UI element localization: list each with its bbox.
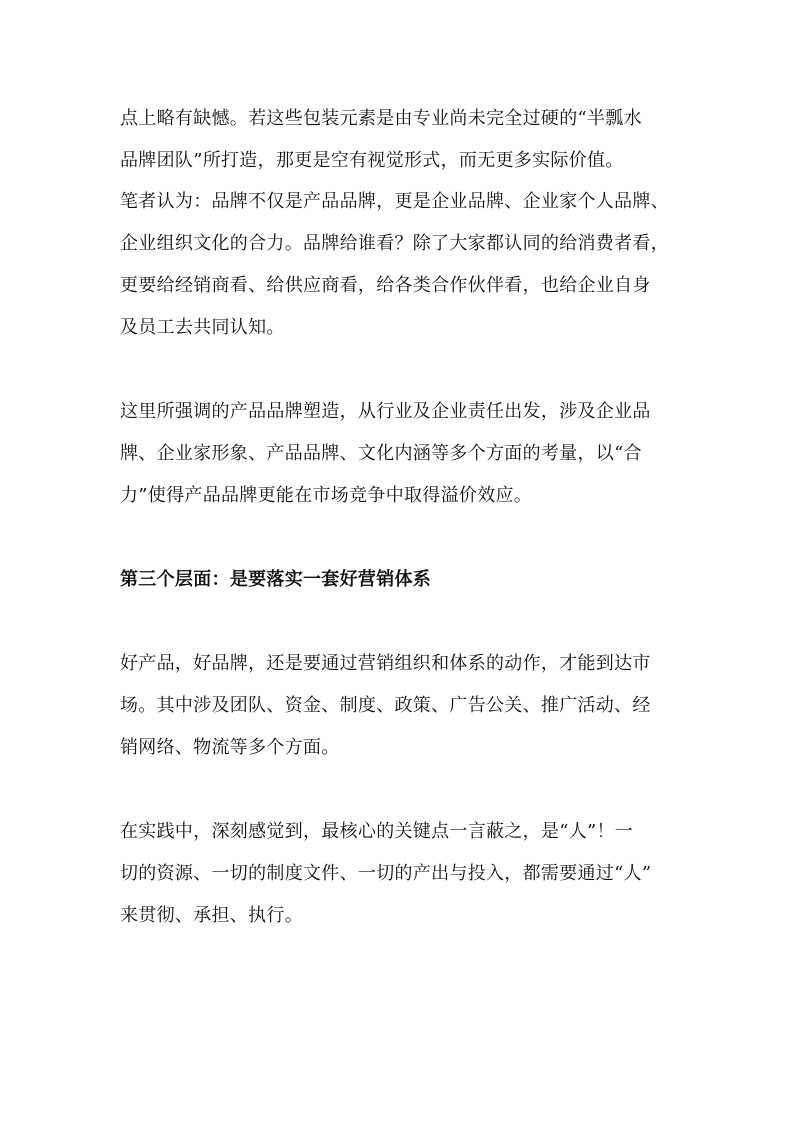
- paragraph-4-line-1: 好产品，好品牌，还是要通过营销组织和体系的动作，才能到达市: [120, 653, 651, 674]
- paragraph-4-line-3: 销网络、物流等多个方面。: [120, 737, 340, 758]
- paragraph-5-line-1: 在实践中，深刻感觉到，最核心的关键点一言蔽之，是“人”！一: [120, 821, 634, 842]
- paragraph-5-line-2: 切的资源、一切的制度文件、一切的产出与投入，都需要通过“人”: [120, 863, 652, 884]
- paragraph-2-line-3: 更要给经销商看、给供应商看，给各类合作伙伴看，也给企业自身: [120, 275, 651, 296]
- paragraph-5-line-3: 来贯彻、承担、执行。: [120, 905, 303, 926]
- paragraph-2-line-4: 及员工去共同认知。: [120, 317, 285, 338]
- paragraph-1-line-2: 品牌团队”所打造，那更是空有视觉形式，而无更多实际价值。: [120, 150, 624, 171]
- paragraph-2-line-1: 笔者认为：品牌不仅是产品品牌，更是企业品牌、企业家个人品牌、: [120, 191, 669, 212]
- section-heading: 第三个层面：是要落实一套好营销体系: [120, 569, 432, 590]
- paragraph-2-line-2: 企业组织文化的合力。品牌给谁看？除了大家都认同的给消费者看，: [120, 233, 669, 254]
- paragraph-1-line-1: 点上略有缺憾。若这些包装元素是由专业尚未完全过硬的“半瓢水: [120, 108, 642, 129]
- paragraph-3-line-2: 牌、企业家形象、产品品牌、文化内涵等多个方面的考量，以“合: [120, 443, 642, 464]
- paragraph-3-line-3: 力”使得产品品牌更能在市场竞争中取得溢价效应。: [120, 485, 533, 506]
- paragraph-4-line-2: 场。其中涉及团队、资金、制度、政策、广告公关、推广活动、经: [120, 695, 651, 716]
- paragraph-3-line-1: 这里所强调的产品品牌塑造，从行业及企业责任出发，涉及企业品: [120, 401, 651, 422]
